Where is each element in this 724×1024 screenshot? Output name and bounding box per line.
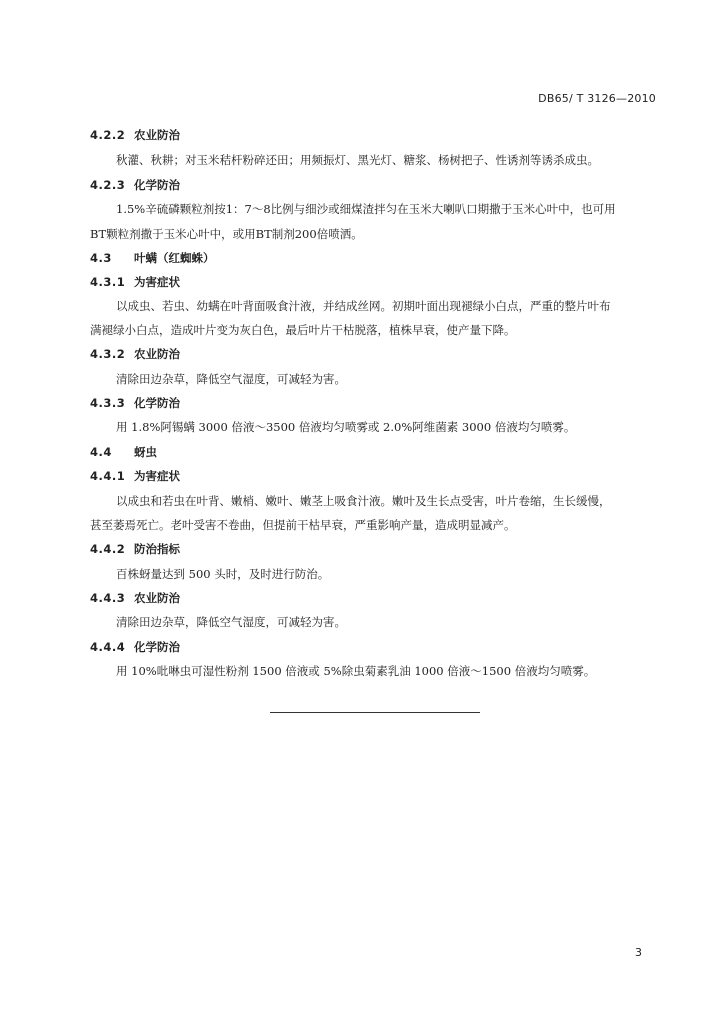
section-heading-4-4-3 <box>90 590 180 606</box>
section-title: 化学防治 <box>134 178 180 192</box>
section-heading-4-3-3 <box>90 395 180 411</box>
section-heading-4-3-2 <box>90 346 180 362</box>
page-number: 3 <box>635 946 642 959</box>
section-heading-4-4-1 <box>90 468 180 484</box>
section-title: 化学防治 <box>134 396 180 410</box>
paragraph-line: 清除田边杂草，降低空气湿度，可减轻为害。 <box>116 372 346 386</box>
section-title: 叶螨（红蜘蛛） <box>134 251 215 265</box>
section-number: 4.4.4 <box>90 640 126 654</box>
paragraph-line: 用 10%吡啉虫可湿性粉剂 1500 倍液或 5%除虫菊素乳油 1000 倍液～1500 倍液均匀喷雾。 <box>116 664 596 678</box>
paragraph-line: BT颗粒剂撒于玉米心叶中，或用BT制剂200倍喷洒。 <box>90 227 363 241</box>
section-number: 4.4.2 <box>90 542 126 556</box>
paragraph-line: 以成虫和若虫在叶背、嫩梢、嫩叶、嫩茎上吸食汁液。嫩叶及生长点受害，叶片卷缩，生长缓慢， <box>116 494 611 508</box>
section-number: 4.4.3 <box>90 591 126 605</box>
section-title: 为害症状 <box>134 275 180 289</box>
paragraph-line: 满褪绿小白点，造成叶片变为灰白色，最后叶片干枯脱落，植株早衰，使产量下降。 <box>90 323 516 337</box>
paragraph-line: 甚至萎焉死亡。老叶受害不卷曲，但提前干枯早衰，严重影响产量，造成明显减产。 <box>90 518 516 532</box>
section-number: 4.4.1 <box>90 469 126 483</box>
section-title: 农业防治 <box>134 591 180 605</box>
section-heading-4-3 <box>90 250 215 266</box>
end-divider <box>270 712 480 713</box>
section-heading-4-2-3 <box>90 177 180 193</box>
paragraph-line: 百株蚜量达到 500 头时，及时进行防治。 <box>116 567 330 581</box>
paragraph-line: 用 1.8%阿锡螨 3000 倍液～3500 倍液均匀喷雾或 2.0%阿维菌素 3000 倍液均匀喷雾。 <box>116 420 576 434</box>
section-number: 4.3 <box>90 251 112 265</box>
paragraph-line: 秋灌、秋耕；对玉米秸杆粉碎还田；用频振灯、黑光灯、糖浆、杨树把子、性诱剂等诱杀成虫。 <box>116 153 599 167</box>
section-number: 4.3.2 <box>90 347 126 361</box>
paragraph-line: 1.5%辛硫磷颗粒剂按1：7～8比例与细沙或细煤渣拌匀在玉米大喇叭口期撒于玉米心叶中，也可用 <box>116 202 616 216</box>
paragraph-line: 清除田边杂草，降低空气湿度，可减轻为害。 <box>116 615 346 629</box>
section-title: 蚜虫 <box>134 445 157 459</box>
section-number: 4.3.1 <box>90 275 126 289</box>
section-heading-4-4-4 <box>90 639 180 655</box>
section-heading-4-3-1 <box>90 274 180 290</box>
section-number: 4.2.3 <box>90 178 126 192</box>
standard-code: DB65/ T 3126—2010 <box>538 92 656 105</box>
section-number: 4.3.3 <box>90 396 126 410</box>
section-title: 防治指标 <box>134 542 180 556</box>
section-title: 为害症状 <box>134 469 180 483</box>
paragraph-line: 以成虫、若虫、幼螨在叶背面吸食汁液，并结成丝网。初期叶面出现褪绿小白点，严重的整片叶布 <box>116 299 611 313</box>
section-heading-4-2-2 <box>90 127 180 143</box>
section-heading-4-4 <box>90 444 157 460</box>
section-title: 农业防治 <box>134 128 180 142</box>
section-title: 化学防治 <box>134 640 180 654</box>
section-heading-4-4-2 <box>90 541 180 557</box>
section-title: 农业防治 <box>134 347 180 361</box>
section-number: 4.2.2 <box>90 128 126 142</box>
section-number: 4.4 <box>90 445 112 459</box>
